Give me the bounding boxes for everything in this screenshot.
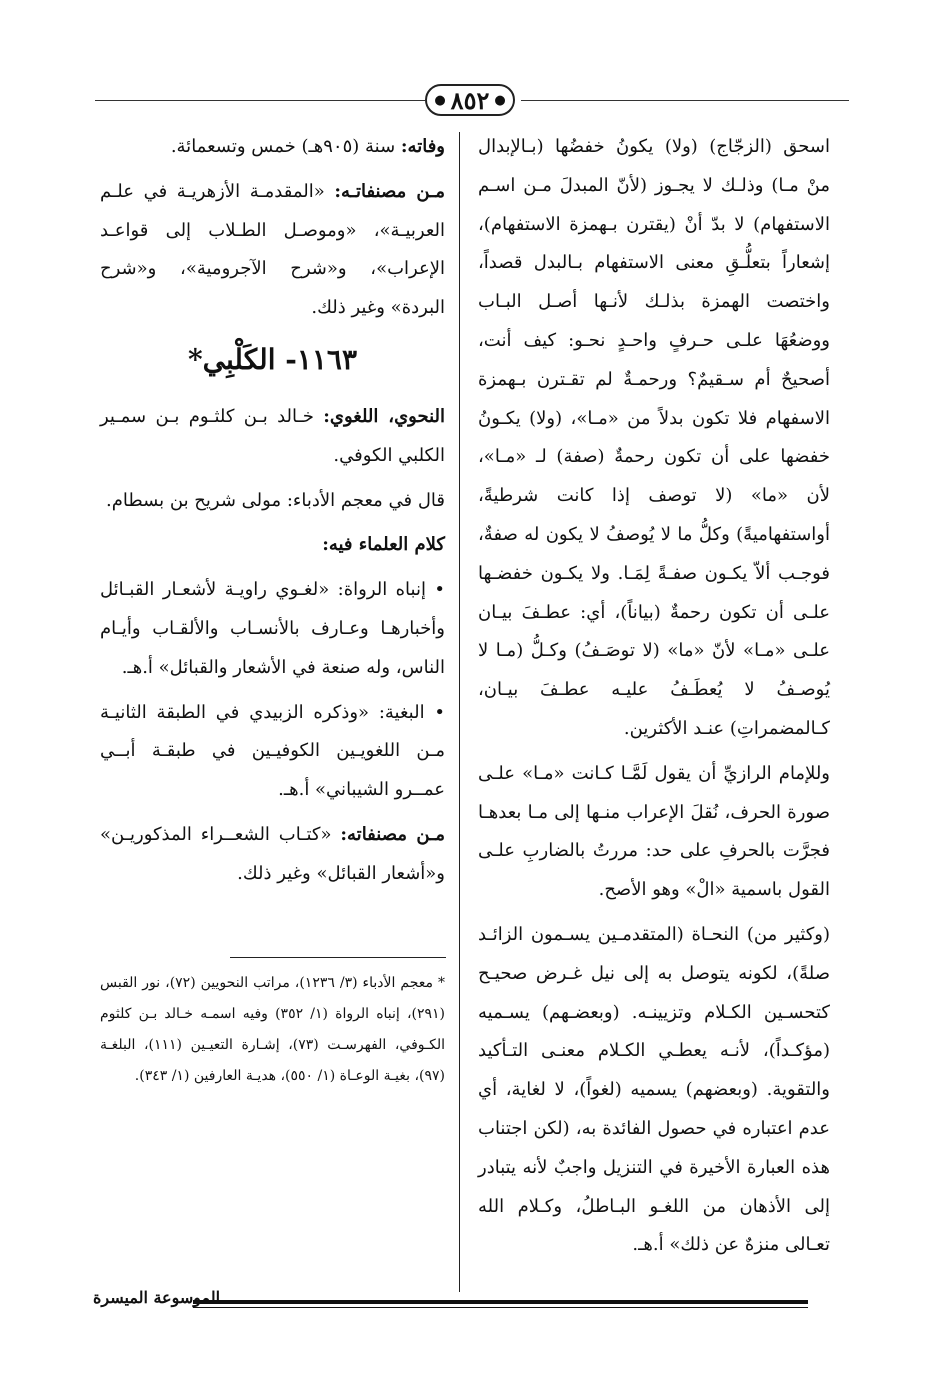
death-line bbox=[100, 128, 445, 167]
bullet-icon: ● bbox=[494, 92, 506, 108]
bullet-icon: ● bbox=[434, 92, 446, 108]
left-column bbox=[100, 128, 445, 900]
quote-inbah: • إنباه الرواة: «لغـوي راويـة لأشعـار القبـائل وأخبارهـا وعـارف بالأنسـاب والألقـاب وأيـام الناس، وله صنعة في الأشعار والقبائل» أ.هـ. bbox=[100, 579, 445, 678]
paragraph: (وكثير من) النحـاة (المتقدمـين يسـمون الزائـد صلةً)، لكونه يتوصل به إلى نيل غـرض صحيـح كتحسـين الكـلام وتزيينـه. (وبعضـهم) يسـميه (مؤكـداً)، لأنـه يعطـي الكـلام معنـى التـأكيد والتقوية. (وبعضهم) يسميه (لغواً)، لا لغاية، أي عدم اعتباره في حصول الفائدة به، (لكن اجتناب هذه العبارة الأخيرة في التنزيل واجبٌ لأنه يتبادر إلى الأذهان من اللغـو البـاطلُ، وكـلام الله تعـالى منزهٌ عن ذلك» أ.هـ. bbox=[478, 923, 830, 1256]
description-label: النحوي، اللغوي: bbox=[323, 405, 445, 427]
death-text: سنة (٩٠٥هـ) خمس وتسعمائة. bbox=[170, 136, 401, 157]
footer-rule-thin bbox=[193, 1307, 808, 1308]
footnote-rule bbox=[230, 957, 446, 958]
works-text: «المقدمـة الأزهريـة في علـم العربيـة»، «وموصـل الطـلاب إلى قواعـد الإعراب»، و«شرح الآجرومية»، و«شرح البردة» وغير ذلك. bbox=[100, 180, 445, 319]
footer bbox=[93, 1288, 808, 1322]
right-column bbox=[478, 128, 830, 1265]
column-divider bbox=[459, 132, 460, 1292]
ulama-heading: كلام العلماء فيه: bbox=[322, 534, 445, 556]
page-number: ٨٥٢ bbox=[450, 85, 490, 115]
works-line bbox=[100, 173, 445, 328]
footer-title: الموسوعة الميسرة bbox=[93, 1288, 221, 1307]
paragraph: وللإمام الرازيِّ أن يقول لَمَّـا كـانت «مـا» علـى صورة الحرف، نُقلَ الإعراب منـها إلى مـا بعدهـا فجرَّت بالحرفِ على حد: مررتُ بالضاربِ علـى القول باسمية «الْ» وهو الأصح. bbox=[478, 762, 830, 901]
works-label: مـن مصنفاتـه: bbox=[334, 180, 446, 202]
quote-bughya: • البغية: «وذكره الزبيدي في الطبقة الثانيـة مـن اللغويـين الكوفيـين في طبقـة أبــي عمــرو الشيباني» أ.هـ. bbox=[100, 701, 445, 801]
entry-title: ١١٦٣- الكَلْبِي* bbox=[188, 342, 357, 376]
works2-text: «كتـاب الشعــراء المذكوريـن» و«أشعار القبائل» وغير ذلك. bbox=[100, 823, 445, 884]
death-label: وفاته: bbox=[400, 136, 445, 157]
description-text: خـالد بـن كلثـوم بـن سمـير الكلبي الكوفي. bbox=[100, 405, 445, 466]
works2-label: مـن مصنفاته: bbox=[340, 823, 445, 845]
paragraph: اسحق (الزجّاج) (ولا) يكونُ خفضُها (بـالإبدال منْ مـا) وذلـك لا يجـوز (لأنّ المبدلَ مـن اسـم الاستفهام) لا بدّ أنْ (يقترن بـهمزة الاستفهام)، إشعاراً بتعلُّـقِ معنى الاستفهام بـالبدل قصداً، واختصت الهمزة بذلـك لأنـها أصـل البـاب ووضعُهَا علـى حـرفٍ واحـدٍ نحـو: كيف أنت، أصحيحٌ أم سـقيمٌ؟ ورحمـةٌ لم تقـترن بـهمزة الاسفهام فلا تكون بدلاً من «مـا»، (ولا) يكـونُ خفضها على أن تكون رحمةٌ (صفة) لـ «مـا»، لأن «ما» (لا توصف إذا كانت شرطيةً، أواستفهاميةً) وكلُّ ما لا يُوصفُ لا يكون له صفةٌ، فوجـب ألاّ يكـون صفـةً لِمَـا. ولا يكـون خفضـها علـى أن تكون رحمةٌ (بياناً)، أي: عطـفَ بيـان علـى «مـا» لأنّ «ما» (لا توصَـفُ) وكـلُّ (مـا لا يُوصـفُ لا يُعطَـفُ عليـه عطـفَ بيـان، كـالمضمراتِ) عنـد الأكثرين. bbox=[478, 136, 830, 739]
footer-rule bbox=[193, 1300, 808, 1304]
description-line bbox=[100, 398, 445, 476]
udaba-line: قال في معجم الأدباء: مولى شريح بن بسطام. bbox=[105, 489, 445, 511]
works2-line bbox=[100, 816, 445, 894]
page-number-box bbox=[425, 84, 515, 116]
footnote: * معجم الأدباء (٣/ ١٢٣٦)، مراتب النحويين (٧٢)، نور القبس (٢٩١)، إنباه الرواة (١/ ٣٥٢) وفيه اسمـه خـالد بـن كلثوم الكـوفي، الفهرسـت (٧٣)، إشـارة التعيـين (١١١)، البلغـة (٩٧)، بغيـة الوعـاة (١/ ٥٥٠)، هديـة العارفين (١/ ٣٤٣). bbox=[100, 975, 446, 1084]
